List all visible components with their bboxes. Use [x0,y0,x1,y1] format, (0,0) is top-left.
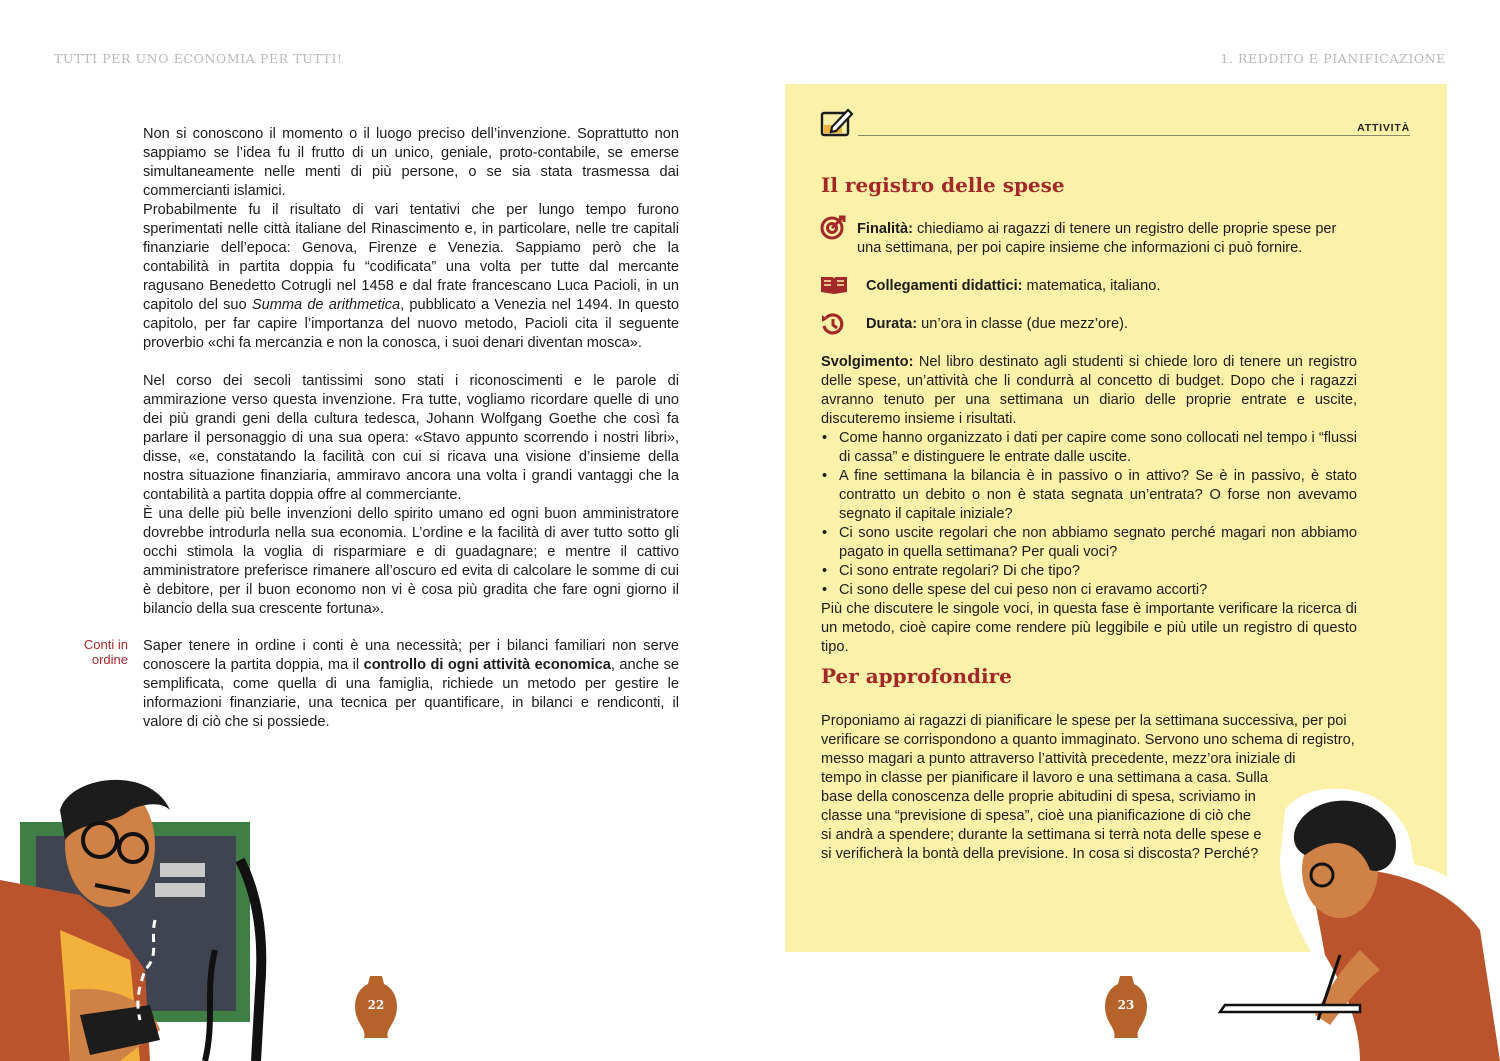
text-line: si verificherà la bontà della previsione. In cosa si discosta? Perché? [821,846,1259,862]
text-line: verificare se corrispondono a quanto immaginato. Servono uno schema di registro, [821,732,1355,748]
text-line: tempo in classe per pianificare il lavoro e una settimana a casa. Sulla [821,770,1268,786]
svolgimento-desc: Nel libro destinato agli studenti si chiede loro di tenere un registro delle spese, un’attività che li condurrà al concetto di budget. Dopo che i ragazzi avranno tenuto per una settimana un diario delle proprie entrate e uscite, discuteremo insieme i risultati. [821,354,1357,427]
section-title: Il registro delle spese [821,173,1065,197]
activity-divider [858,135,1410,136]
paragraph-goethe: Nel corso dei secoli tantissimi sono stati i riconoscimenti e le parole di ammirazione verso questa invenzione. Fra tutte, vogliamo ricordare quelle di uno dei più grandi geni della cultura tedesca, Johann Wolfgang Goethe che così fa parlare il personaggio di una sua opera: «Stavo appunto scorrendo i nostri libri», disse, «e, constatando la facilità con cui si ricava una visione d’insieme della nostra situazione finanziaria, ammiravo ancora una volta i grandi vantaggi che la contabilità a partita doppia offre al commerciante. [143,373,679,503]
meta-durata [820,315,1360,335]
page-number-right: 23 [1117,998,1135,1012]
text-line: Proponiamo ai ragazzi di pianificare le spese per la settimana successiva, per poi [821,713,1347,729]
running-header-left: TUTTI PER UNO ECONOMIA PER TUTTI! [54,51,343,66]
book-title-italic: Summa de arithmetica [251,297,401,313]
book-icon [820,275,848,295]
pencil-note-icon [820,107,854,137]
svolgimento-label: Svolgimento: [821,354,914,370]
margin-note-line: Conti in [83,637,128,652]
left-page-body [143,125,679,619]
text-span: , pubblicato a Venezia nel 1494. In questo capitolo, per far capire l’importanza del nuovo metodo, Pacioli cita il seguente proverbio «chi fa mercanzia e non la conosca, i suoi denari diventan mosca». [143,297,679,351]
text-span: Probabilmente fu il risultato di vari tentativi che per lungo tempo furono sperimentati nelle città italiane del Rinascimento e, in particolare, nelle tre capitali finanziarie dell’epoca: Genova, Firenze e Venezia. Sappiamo però che la contabilità in partita doppia fu “codificata” una volta per tutte dal mercante ragusano Benedetto Cotrugli nel 1458 e dal frate francescano Luca Pacioli, in un capitolo del suo [143,202,679,313]
page-number-left: 22 [367,998,385,1012]
collegamenti-text [866,277,1160,296]
target-icon [820,215,846,241]
list-item: • Ci sono delle spese del cui peso non ci eravamo accorti? [821,581,1357,600]
durata-label: Durata: [866,316,918,332]
bold-phrase: controllo di ogni attività economica [363,657,611,673]
text-line: messo magari a punto attraverso l’attività precedente, mezz’ora iniziale di [821,751,1296,767]
paragraph-conti-in-ordine [143,637,679,732]
paragraph-pacioli [143,201,679,353]
finalita-label: Finalità: [857,221,913,237]
text-span: , anche se semplificata, come quella di una famiglia, richiede un metodo per gestire le informazioni finanziarie, una tecnica per quantificare, in bilanci e rendiconti, il valore di ciò che si possiede. [143,657,680,730]
paragraph-goethe-quote: È una delle più belle invenzioni dello spirito umano ed ogni buon amministratore dovrebbe introdurla nella sua economia. L’ordine e la facilità di aver tutto sotto gli occhi stimola la voglia di risparmiare e di guadagnare; e mentre il cattivo amministratore preferisce rimanere all’oscuro ed evita di calcolare le somme di cui è debitore, per il buon economo non vi è cosa più gradita che fare ogni giorno il bilancio della sua crescente fortuna». [143,506,679,617]
durata-text [866,315,1128,334]
running-header-right: 1. REDDITO E PIANIFICAZIONE [1220,51,1446,66]
meta-finalita [820,220,1360,260]
paragraph-invention-origin: Non si conoscono il momento o il luogo preciso dell’invenzione. Soprattutto non sappiamo se l’idea fu il frutto di un unico, geniale, proto-contabile, se emerse simultaneamente nelle menti di più persone, o se sia stata trasmessa dai commercianti islamici. [143,126,679,199]
activity-label: ATTIVITÀ [1357,122,1410,134]
text-line: si andrà a spendere; durante la settimana si terrà nota delle spese e [821,827,1262,843]
list-item: • Ci sono uscite regolari che non abbiamo segnato perché magari non abbiamo pagato in quella settimana? Per quali voci? [821,524,1357,562]
text-line: classe una “previsione di spesa”, cioè una pianificazione di ciò che [821,808,1251,824]
clock-icon [820,312,846,336]
list-item: • Come hanno organizzato i dati per capire come sono collocati nel tempo i “flussi di cassa” e distinguere le entrate dalle uscite. [821,429,1357,467]
closing-paragraph: Più che discutere le singole voci, in questa fase è importante verificare la ricerca di un metodo, cioè capire come rendere più leggibile e più utile un registro di questo tipo. [821,601,1357,655]
finalita-desc: chiediamo ai ragazzi di tenere un registro delle proprie spese per una settimana, per poi capire insieme che informazioni ci può fornire. [857,221,1337,256]
finalita-text [857,220,1357,258]
text-span: Saper tenere in ordine i conti è una necessità; per i bilanci familiari non serve conoscere la partita doppia, ma il [143,638,679,673]
illustration-person-writing [1210,780,1500,1061]
margin-note-line: ordine [91,652,128,667]
section-subtitle: Per approfondire [821,664,1012,688]
list-item: • A fine settimana la bilancia è in passivo o in attivo? Se è in passivo, è stato contratto un debito o non è stata segnata un’entrata? O forse non avevamo segnato il capitale iniziale? [821,467,1357,524]
text-line: base della conoscenza delle proprie abitudini di spesa, scriviamo in [821,789,1256,805]
collegamenti-label: Collegamenti didattici: [866,278,1023,294]
list-item: • Ci sono entrate regolari? Di che tipo? [821,562,1357,581]
collegamenti-desc: matematica, italiano. [1022,278,1161,294]
meta-collegamenti [820,277,1360,297]
svolgimento-block [821,353,1357,657]
durata-desc: un’ora in classe (due mezz’ore). [917,316,1128,332]
margin-note [68,637,128,667]
illustration-person-box [0,770,320,1061]
svolgimento-paragraph [821,353,1357,429]
question-list [821,429,1357,600]
